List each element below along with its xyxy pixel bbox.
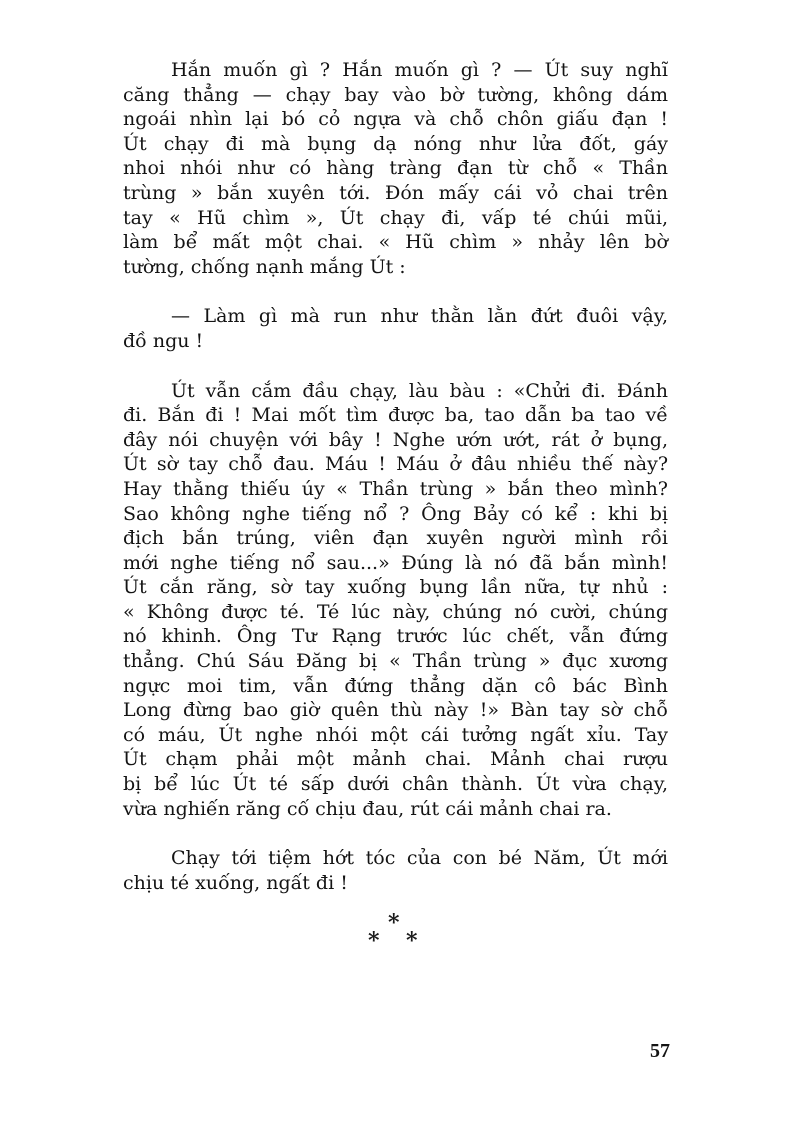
text-line: Út chạm phải một mảnh chai. Mảnh chai rượu [123,748,668,771]
text-line: đây nói chuyện với bây ! Nghe ướn ướt, rát ở bụng, [123,428,668,451]
text-line: ngoái nhìn lại bó cỏ ngựa và chỗ chôn giấu đạn ! [123,108,668,131]
page-number: 57 [650,1040,670,1062]
text-line: bị bể lúc Út té sấp dưới chân thành. Út vừa chạy, [123,773,668,796]
text-line: Long đừng bao giờ quên thù này !» Bàn tay sờ chỗ [123,699,668,722]
paragraph-gap [123,354,668,379]
text-line: Út chạy đi mà bụng dạ nóng như lửa đốt, gáy [123,132,668,155]
text-line: Hay thằng thiếu úy « Thần trùng » bắn theo mình? [123,477,668,500]
text-line: nó khinh. Ông Tư Rạng trước lúc chết, vẫn đứng [123,625,668,648]
paragraph-gap [123,821,668,846]
text-line: Sao không nghe tiếng nổ ? Ông Bảy có kể : khi bị [123,502,668,525]
paragraph-3 [123,379,668,822]
text-line: có máu, Út nghe nhói một cái tưởng ngất xỉu. Tay [123,723,668,746]
body-text [123,58,668,895]
text-line: « Không được té. Té lúc này, chúng nó cười, chúng [123,600,668,623]
text-line: trùng » bắn xuyên tới. Đón mấy cái vỏ chai trên [123,181,668,204]
text-line: mới nghe tiếng nổ sau...» Đúng là nó đã bắn mình! [123,551,668,574]
text-line: tay « Hũ chìm », Út chạy đi, vấp té chúi mũi, [123,206,668,229]
asterism-star: * [406,928,418,954]
text-line: Út sờ tay chỗ đau. Máu ! Máu ở đâu nhiều thế này? [123,453,668,476]
text-line: — Làm gì mà run như thằn lằn đứt đuôi vậy, [171,305,668,328]
text-line: Chạy tới tiệm hớt tóc của con bé Năm, Út mới [171,847,668,870]
paragraph-2 [123,304,668,353]
text-line: nhoi nhói như có hàng tràng đạn từ chỗ « Thần [123,157,668,180]
text-line: căng thẳng — chạy bay vào bờ tường, không dám [123,83,668,106]
text-line: Hắn muốn gì ? Hắn muốn gì ? — Út suy nghĩ [171,59,668,81]
text-line: đi. Bắn đi ! Mai mốt tìm được ba, tao dẫn ba tao về [123,404,668,427]
section-break-asterism [360,912,430,952]
asterism-star: * [388,910,400,936]
text-line: làm bể mất một chai. « Hũ chìm » nhảy lên bờ [123,231,668,254]
paragraph-4 [123,846,668,895]
paragraph-gap [123,279,668,304]
text-line: vừa nghiến răng cố chịu đau, rút cái mảnh chai ra. [123,797,612,820]
text-line: ngực moi tim, vẫn đứng thẳng dặn cô bác Bình [123,674,668,697]
text-line: chịu té xuống, ngất đi ! [123,871,348,894]
text-line: Út cắn răng, sờ tay xuống bụng lần nữa, tự nhủ : [123,576,668,599]
asterism-star: * [368,928,380,954]
text-line: đồ ngu ! [123,329,204,352]
text-line: tường, chống nạnh mắng Út : [123,255,406,278]
text-line: Út vẫn cắm đầu chạy, làu bàu : «Chửi đi. Đánh [171,379,668,402]
paragraph-1 [123,58,668,279]
text-line: địch bắn trúng, viên đạn xuyên người mình rồi [123,527,668,550]
text-line: thẳng. Chú Sáu Đăng bị « Thần trùng » đục xương [123,650,668,673]
